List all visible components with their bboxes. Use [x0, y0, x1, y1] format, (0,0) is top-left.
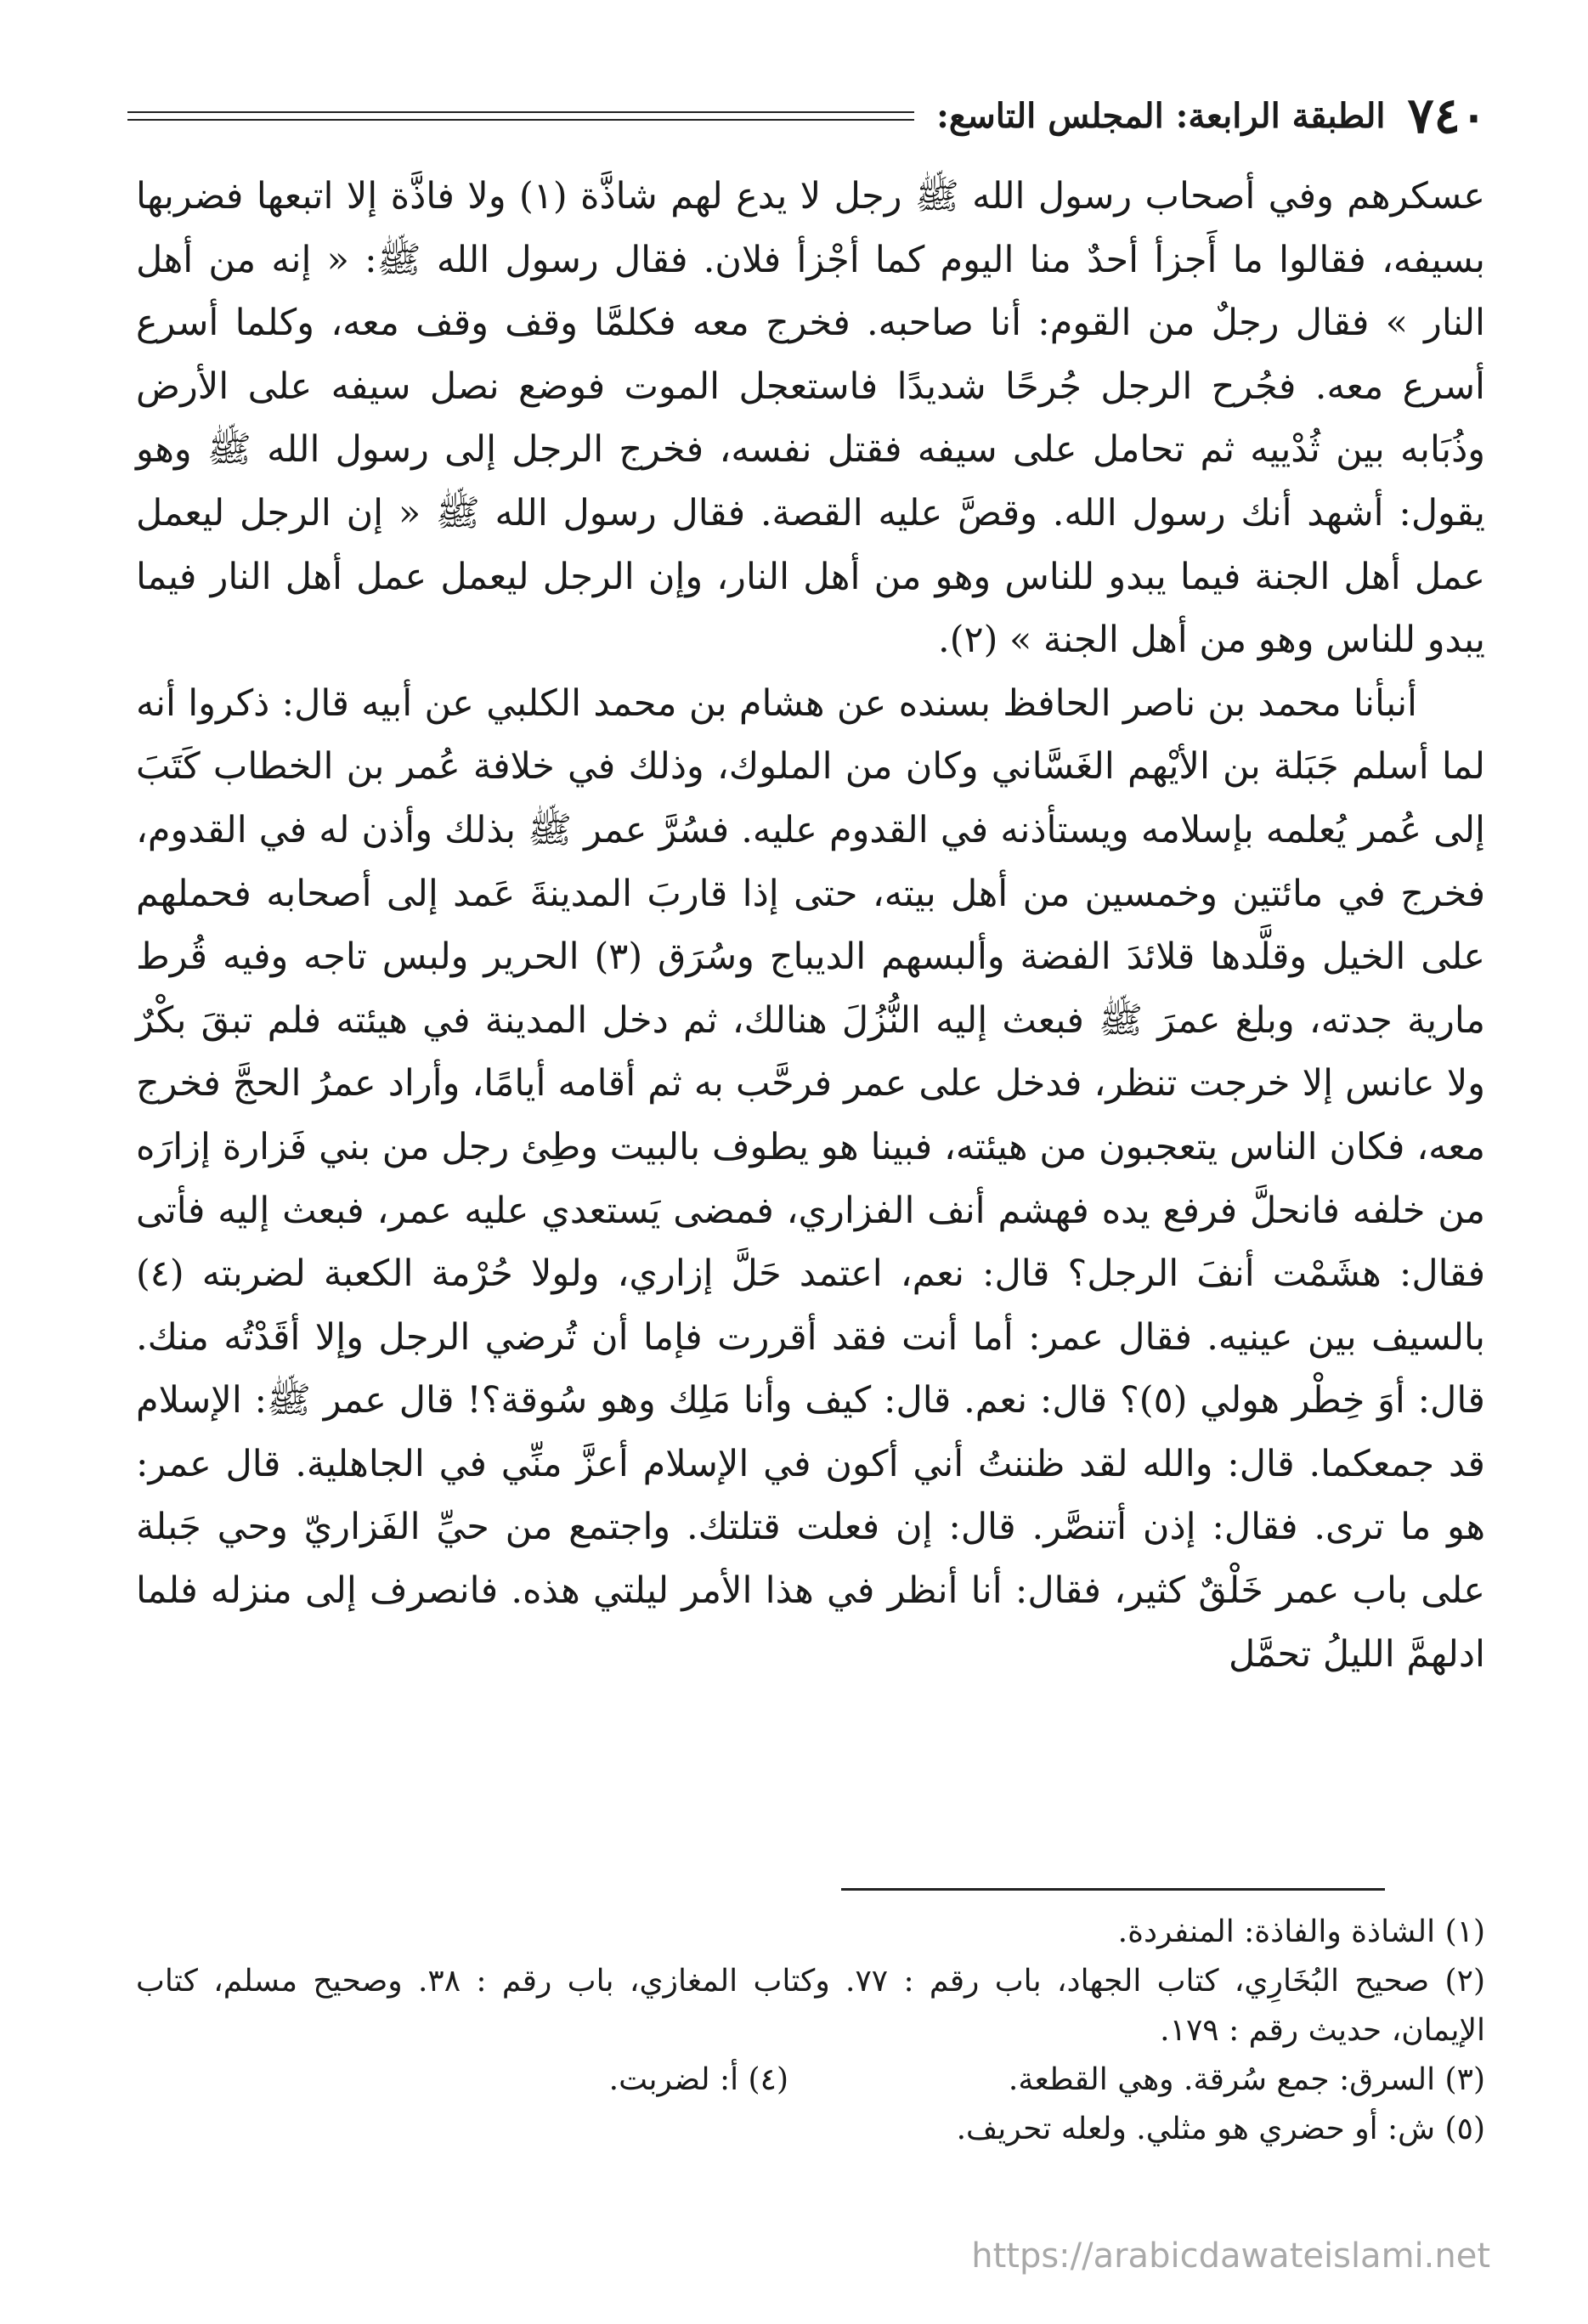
footnote-4: (٤) أ: لضربت.: [608, 2062, 788, 2097]
paragraph-2: أنبأنا محمد بن ناصر الحافظ بسنده عن هشام بن محمد الكلبي عن أبيه قال: ذكروا أنه لما أسلم جَبَلة بن الأيْهم الغَسَّاني وكان من الملوك، وذلك في خلافة عُمر بن الخطاب كَتَبَ إلى عُمر يُعلمه بإسلامه ويستأذنه في القدوم عليه. فسُرَّ عمر ﷺ بذلك وأذن له في القدوم، فخرج في مائتين وخمسين من أهل بيته، حتى إذا قاربَ المدينةَ عَمد إلى أصحابه فحملهم على الخيل وقلَّدها قلائدَ الفضة وألبسهم الديباج وسُرَق (٣) الحرير ولبس تاجه وفيه قُرط مارية جدته، وبلغ عمرَ ﷺ فبعث إليه النُّزُلَ هنالك، ثم دخل المدينة في هيئته فلم تبقَ بكْرٌ ولا عانس إلا خرجت تنظر، فدخل على عمر فرحَّب به ثم أقامه أيامًا، وأراد عمرُ الحجَّ فخرج معه، فكان الناس يتعجبون من هيئته، فبينا هو يطوف بالبيت وطِئ رجل من بني فَزارة إزارَه من خلفه فانحلَّ فرفع يده فهشم أنف الفزاري، فمضى يَستعدي عليه عمر، فبعث إليه فأتى فقال: هشَمْت أنفَ الرجل؟ قال: نعم، اعتمد حَلَّ إزاري، ولولا حُرْمة الكعبة لضربته (٤) بالسيف بين عينيه. فقال عمر: أما أنت فقد أقررت فإما أن تُرضي الرجل وإلا أقَدْتُه منك. قال: أوَ خِطْر هولي (٥)؟ قال: نعم. قال: كيف وأنا مَلِك وهو سُوقة؟! قال عمر ﷺ: الإسلام قد جمعكما. قال: والله لقد ظننتُ أني أكون في الإسلام أعزَّ منِّي في الجاهلية. قال عمر: هو ما ترى. فقال: إذن أتنصَّر. قال: إن فعلت قتلتك. واجتمع من حيِّ الفَزاريّ وحي جَبلة على باب عمر خَلْقٌ كثير، فقال: أنا أنظر في هذا الأمر ليلتي هذه. فانصرف إلى منزله فلما ادلهمَّ الليلُ تحمَّل: [136, 681, 1485, 1676]
footnotes: [136, 1908, 1485, 2154]
page-number: ٧٤٠: [1407, 87, 1487, 144]
watermark-url: https://arabicdawateislami.net: [971, 2236, 1490, 2276]
footnote-separator: [841, 1888, 1385, 1891]
running-title: الطبقة الرابعة: المجلس التاسع:: [936, 95, 1386, 136]
paragraph-1: عسكرهم وفي أصحاب رسول الله ﷺ رجل لا يدع لهم شاذَّة (١) ولا فاذَّة إلا اتبعها فضربها بسيفه، فقالوا ما أَجزأ أحدٌ منا اليوم كما أجْزأ فلان. فقال رسول الله ﷺ: « إنه من أهل النار » فقال رجلٌ من القوم: أنا صاحبه. فخرج معه فكلمَّا وقف وقف معه، وكلما أسرع أسرع معه. فجُرح الرجل جُرحًا شديدًا فاستعجل الموت فوضع نصل سيفه على الأرض وذُبَابه بين ثُدْييه ثم تحامل على سيفه فقتل نفسه، فخرج الرجل إلى رسول الله ﷺ وهو يقول: أشهد أنك رسول الله. وقصَّ عليه القصة. فقال رسول الله ﷺ « إن الرجل ليعمل عمل أهل الجنة فيما يبدو للناس وهو من أهل النار، وإن الرجل ليعمل عمل أهل النار فيما يبدو للناس وهو من أهل الجنة » (٢).: [136, 175, 1485, 662]
footnote-2: (٢) صحيح البُخَارِي، كتاب الجهاد، باب رقم : ٧٧. وكتاب المغازي، باب رقم : ٣٨. وصحيح مسلم، كتاب الإيمان، حديث رقم : ١٧٩.: [136, 1964, 1485, 2048]
header-double-rule: [127, 111, 914, 121]
footnote-3: (٣) السرق: جمع سُرقة. وهي القطعة.: [1008, 2062, 1485, 2097]
footnote-row-3-4: [136, 2055, 1485, 2105]
main-text: [136, 165, 1485, 1686]
footnote-5: (٥) ش: أو حضري هو مثلي. ولعله تحريف.: [956, 2112, 1485, 2146]
page-header: [127, 82, 1487, 150]
footnote-1: (١) الشاذة والفاذة: المنفردة.: [1117, 1914, 1485, 1949]
